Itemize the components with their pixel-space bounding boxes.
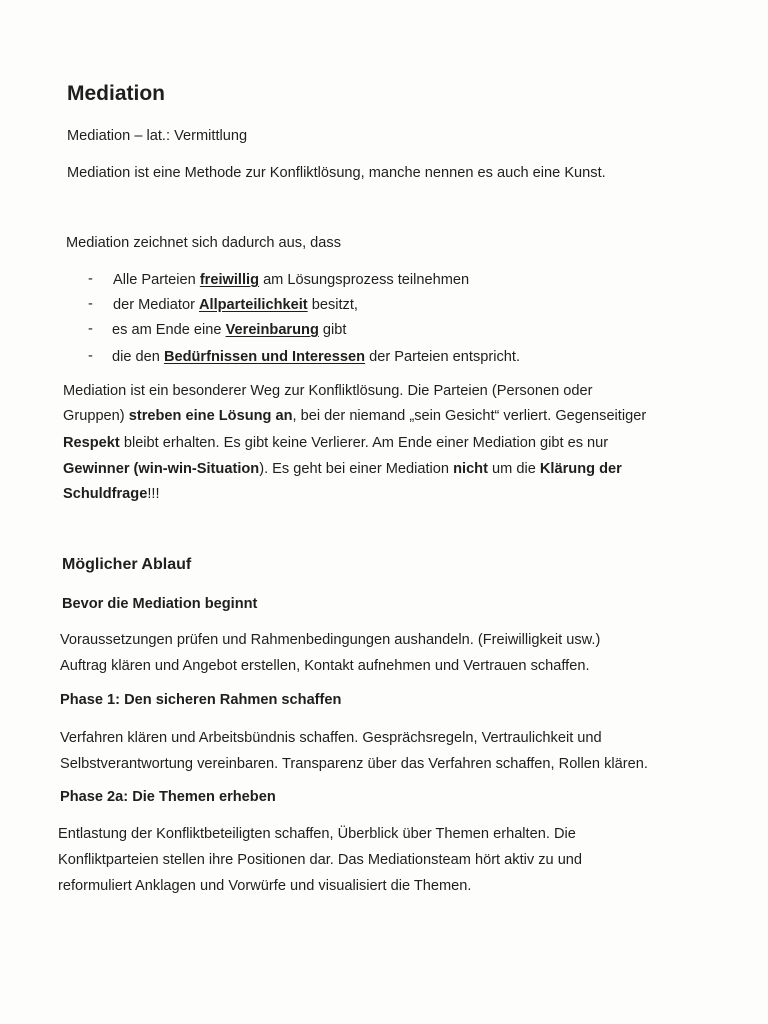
phase-line: reformuliert Anklagen und Vorwürfe und visualisiert die Themen. — [58, 878, 472, 894]
page-title: Mediation — [67, 82, 165, 105]
list-item — [113, 271, 469, 289]
paragraph-line — [63, 407, 646, 425]
paragraph-line — [63, 485, 160, 503]
phase-heading: Bevor die Mediation beginnt — [62, 596, 258, 612]
phase-line: Entlastung der Konfliktbeteiligten schaffen, Überblick über Themen erhalten. Die — [58, 826, 576, 842]
text-run: bleibt erhalten. Es gibt keine Verlierer. Am Ende einer Mediation gibt es nur — [119, 435, 609, 451]
section-title: Möglicher Ablauf — [62, 556, 192, 573]
bullet-text: es am Ende eine — [112, 322, 226, 338]
list-item — [112, 321, 346, 339]
text-run-bold: Klärung der — [539, 461, 622, 477]
list-item — [112, 348, 520, 366]
bullet-text: die den — [112, 349, 164, 365]
subtitle-line: Mediation – lat.: Vermittlung — [67, 128, 248, 144]
phase-line: Verfahren klären und Arbeitsbündnis schaffen. Gesprächsregeln, Vertraulichkeit und — [60, 730, 602, 746]
text-run-bold: nicht — [453, 461, 488, 477]
text-run-bold: streben eine Lösung an — [128, 408, 293, 424]
phase-line: Voraussetzungen prüfen und Rahmenbedingungen aushandeln. (Freiwilligkeit usw.) — [60, 632, 601, 648]
text-run: , bei der niemand „sein Gesicht“ verliert. Gegenseitiger — [292, 408, 647, 424]
phase-line: Auftrag klären und Angebot erstellen, Kontakt aufnehmen und Vertrauen schaffen. — [60, 658, 590, 674]
text-run: um die — [487, 461, 540, 477]
bullet-keyword: Vereinbarung — [225, 322, 319, 338]
phase-heading: Phase 2a: Die Themen erheben — [60, 789, 276, 805]
bullet-dash: - — [88, 321, 93, 337]
text-run-bold: Gewinner (win-win-Situation — [63, 461, 260, 477]
text-run-bold: Schuldfrage — [63, 486, 148, 502]
bullet-dash: - — [88, 296, 93, 312]
phase-heading: Phase 1: Den sicheren Rahmen schaffen — [60, 692, 342, 708]
paragraph-line — [63, 434, 608, 452]
phase-line: Konfliktparteien stellen ihre Positionen dar. Das Mediationsteam hört aktiv zu und — [58, 852, 583, 868]
bullet-text: besitzt, — [307, 297, 358, 313]
bullet-text: Alle Parteien — [113, 272, 200, 288]
bullet-text: gibt — [318, 322, 347, 338]
phase-line: Selbstverantwortung vereinbaren. Transparenz über das Verfahren schaffen, Rollen klären. — [60, 756, 648, 772]
text-run: !!! — [147, 486, 160, 502]
list-item — [113, 296, 358, 314]
paragraph-line — [63, 460, 622, 478]
bullet-keyword: Allparteilichkeit — [198, 297, 308, 313]
text-run: ). Es geht bei einer Mediation — [259, 461, 454, 477]
bullet-keyword: freiwillig — [199, 272, 260, 288]
text-run: Gruppen) — [63, 408, 129, 424]
bullet-text: der Mediator — [113, 297, 199, 313]
bullet-keyword: Bedürfnissen und Interessen — [163, 349, 366, 365]
bullet-text: am Lösungsprozess teilnehmen — [259, 272, 470, 288]
text-run-bold: Respekt — [63, 435, 120, 451]
list-lead: Mediation zeichnet sich dadurch aus, dass — [66, 235, 342, 251]
bullet-text: der Parteien entspricht. — [365, 349, 520, 365]
bullet-dash: - — [88, 271, 93, 287]
paragraph-line: Mediation ist ein besonderer Weg zur Konfliktlösung. Die Parteien (Personen oder — [63, 383, 593, 399]
intro-paragraph: Mediation ist eine Methode zur Konfliktlösung, manche nennen es auch eine Kunst. — [67, 165, 606, 181]
bullet-dash: - — [88, 348, 93, 364]
